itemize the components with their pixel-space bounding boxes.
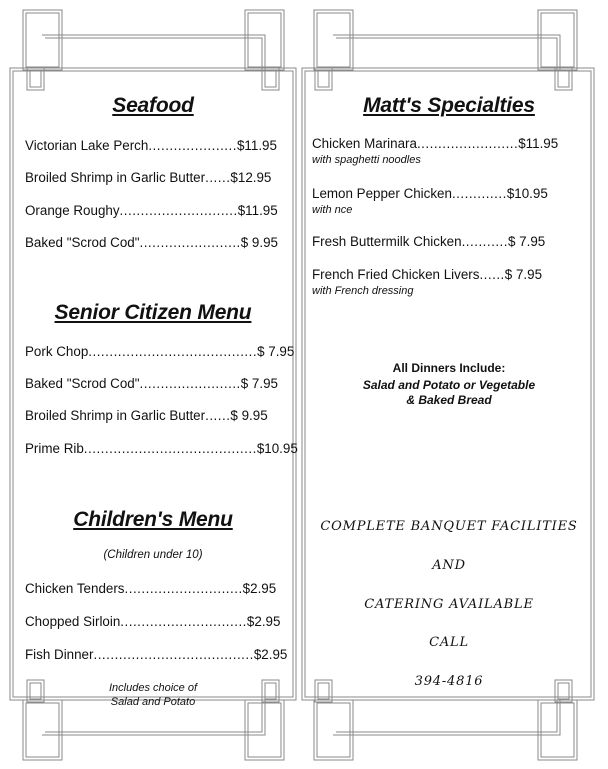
senior-menu-title: Senior Citizen Menu — [54, 301, 252, 324]
all-dinners-include-line1: Salad and Potato or Vegetable — [362, 378, 536, 392]
menu-item: Baked "Scrod Cod"........................$ 9.95 — [25, 235, 278, 250]
banquet-line3: CATERING AVAILABLE — [364, 597, 534, 612]
all-dinners-include-heading: All Dinners Include: — [392, 361, 506, 375]
all-dinners-include-line2: & Baked Bread — [406, 393, 492, 407]
banquet-line1: COMPLETE BANQUET FACILITIES — [320, 519, 578, 534]
menu-item: Pork Chop........................................$ 7.95 — [25, 344, 295, 359]
banquet-line2: AND — [432, 558, 466, 573]
left-menu-panel — [10, 68, 298, 708]
menu-item: Broiled Shrimp in Garlic Butter......$ 9.95 — [25, 408, 268, 423]
menu-item-note: with French dressing — [312, 285, 414, 297]
seafood-title: Seafood — [112, 94, 194, 117]
children-age-note: (Children under 10) — [103, 549, 203, 561]
menu-item: Orange Roughy............................$11.95 — [25, 203, 278, 218]
menu-item: Victorian Lake Perch.....................$11.95 — [25, 138, 277, 153]
banquet-line4: CALL — [429, 635, 469, 650]
menu-item-note: with spaghetti noodles — [312, 154, 421, 166]
menu-item: Fish Dinner......................................$2.95 — [25, 647, 288, 662]
childrens-menu-title: Children's Menu — [73, 508, 233, 531]
right-menu-panel — [304, 68, 594, 698]
menu-item-note: with nce — [312, 204, 353, 216]
menu-item: Chicken Marinara........................$11.95 — [312, 136, 559, 151]
menu-item: Lemon Pepper Chicken.............$10.95 — [312, 186, 548, 201]
phone-number: 394-4816 — [414, 674, 484, 689]
menu-item: Chopped Sirloin..............................$2.95 — [25, 614, 281, 629]
menu-item: Chicken Tenders............................$2.95 — [25, 581, 277, 596]
children-includes-note-2: Salad and Potato — [110, 696, 196, 708]
menu-item: Fresh Buttermilk Chicken...........$ 7.95 — [312, 234, 546, 249]
menu-item: French Fried Chicken Livers......$ 7.95 — [312, 267, 543, 282]
children-includes-note-1: Includes choice of — [108, 682, 198, 694]
menu-item: Baked "Scrod Cod"........................$ 7.95 — [25, 376, 278, 391]
menu-item: Broiled Shrimp in Garlic Butter......$12.95 — [25, 170, 272, 185]
menu-item: Prime Rib.........................................$10.95 — [25, 441, 298, 456]
specialties-title: Matt's Specialties — [363, 94, 535, 117]
